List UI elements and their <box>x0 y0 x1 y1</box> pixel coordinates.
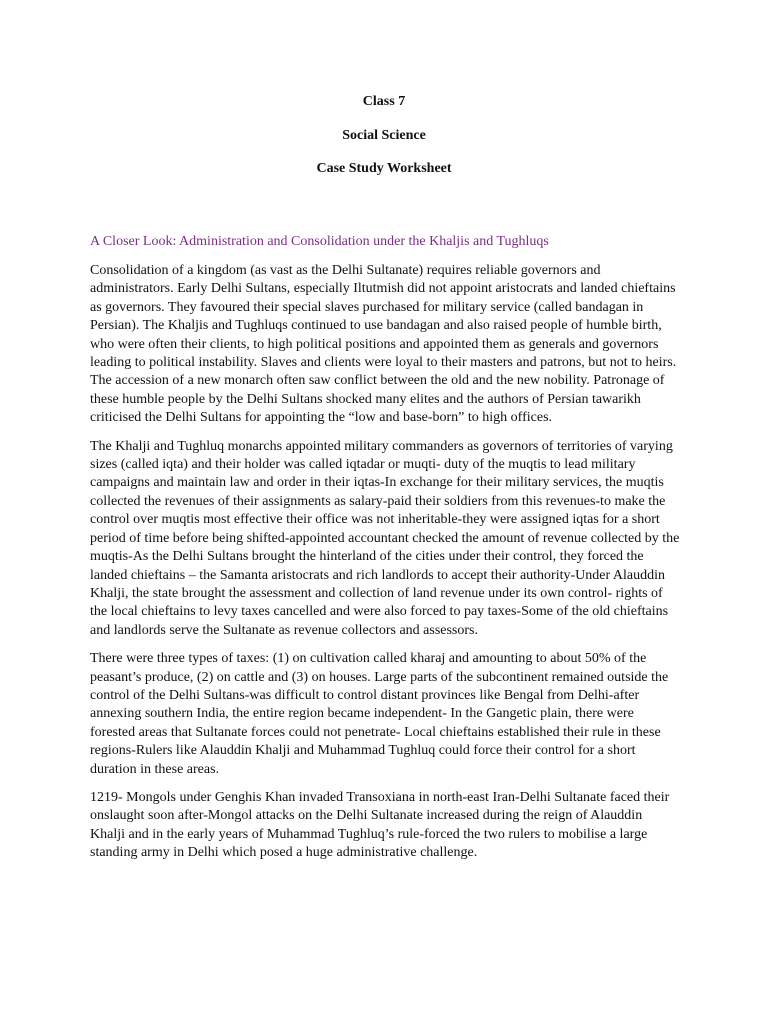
section-title: A Closer Look: Administration and Consolidation under the Khaljis and Tughluqs <box>90 234 549 249</box>
paragraph-consolidation: Consolidation of a kingdom (as vast as the Delhi Sultanate) requires reliable governors and administrators. Early Delhi Sultans, especially Iltutmish did not appoint aristocrats and landed chieftains as governors. They favoured their special slaves purchased for military service (called bandagan in Persian). The Khaljis and Tughluqs continued to use bandagan and also raised people of humble birth, who were often their clients, to high political positions and appointed them as generals and governors leading to political instability. Slaves and clients were loyal to their masters and patrons, but not to heirs. The accession of a new monarch often saw conflict between the old and the new nobility. Patronage of these humble people by the Delhi Sultans shocked many elites and the authors of Persian tawarikh criticised the Delhi Sultans for appointing the “low and base-born” to high offices. <box>90 263 677 426</box>
paragraph-mongols: 1219- Mongols under Genghis Khan invaded Transoxiana in north-east Iran-Delhi Sultanate faced their onslaught soon after-Mongol attacks on the Delhi Sultanate increased during the reign of Alauddin Khalji and in the early years of Muhammad Tughluq’s rule-forced the two rulers to mobilise a large standing army in Delhi which posed a huge administrative challenge. <box>90 789 670 861</box>
subject-heading: Social Science <box>342 128 426 143</box>
worksheet-title: Case Study Worksheet <box>316 161 452 176</box>
class-heading: Class 7 <box>362 94 406 109</box>
document-body <box>90 262 680 873</box>
paragraph-taxes: There were three types of taxes: (1) on cultivation called kharaj and amounting to about 50% of the peasant’s produce, (2) on cattle and (3) on houses. Large parts of the subcontinent remained outside the control of the Delhi Sultans-was difficult to control distant provinces like Bengal from Delhi-after annexing southern India, the entire region became independent- In the Gangetic plain, there were forested areas that Sultanate forces could not penetrate- Local chieftains established their rule in these regions-Rulers like Alauddin Khalji and Muhammad Tughluq could force their control for a short duration in these areas. <box>90 651 669 777</box>
paragraph-iqta-system: The Khalji and Tughluq monarchs appointed military commanders as governors of territories of varying sizes (called iqta) and their holder was called iqtadar or muqti- duty of the muqtis to lead military campaigns and maintain law and order in their iqtas-In exchange for their military services, the muqtis collected the revenues of their assignments as salary-paid their soldiers from this revenues-to make the control over muqtis most effective their office was not inheritable-they were assigned iqtas for a short period of time before being shifted-appointed accountant checked the amount of revenue collected by the muqtis-As the Delhi Sultans brought the hinterland of the cities under their control, they forced the landed chieftains – the Samanta aristocrats and rich landlords to accept their authority-Under Alauddin Khalji, the state brought the assessment and collection of land revenue under its own control- rights of the local chieftains to levy taxes cancelled and were also forced to pay taxes-Some of the old chieftains and landlords serve the Sultanate as revenue collectors and assessors. <box>90 438 680 638</box>
